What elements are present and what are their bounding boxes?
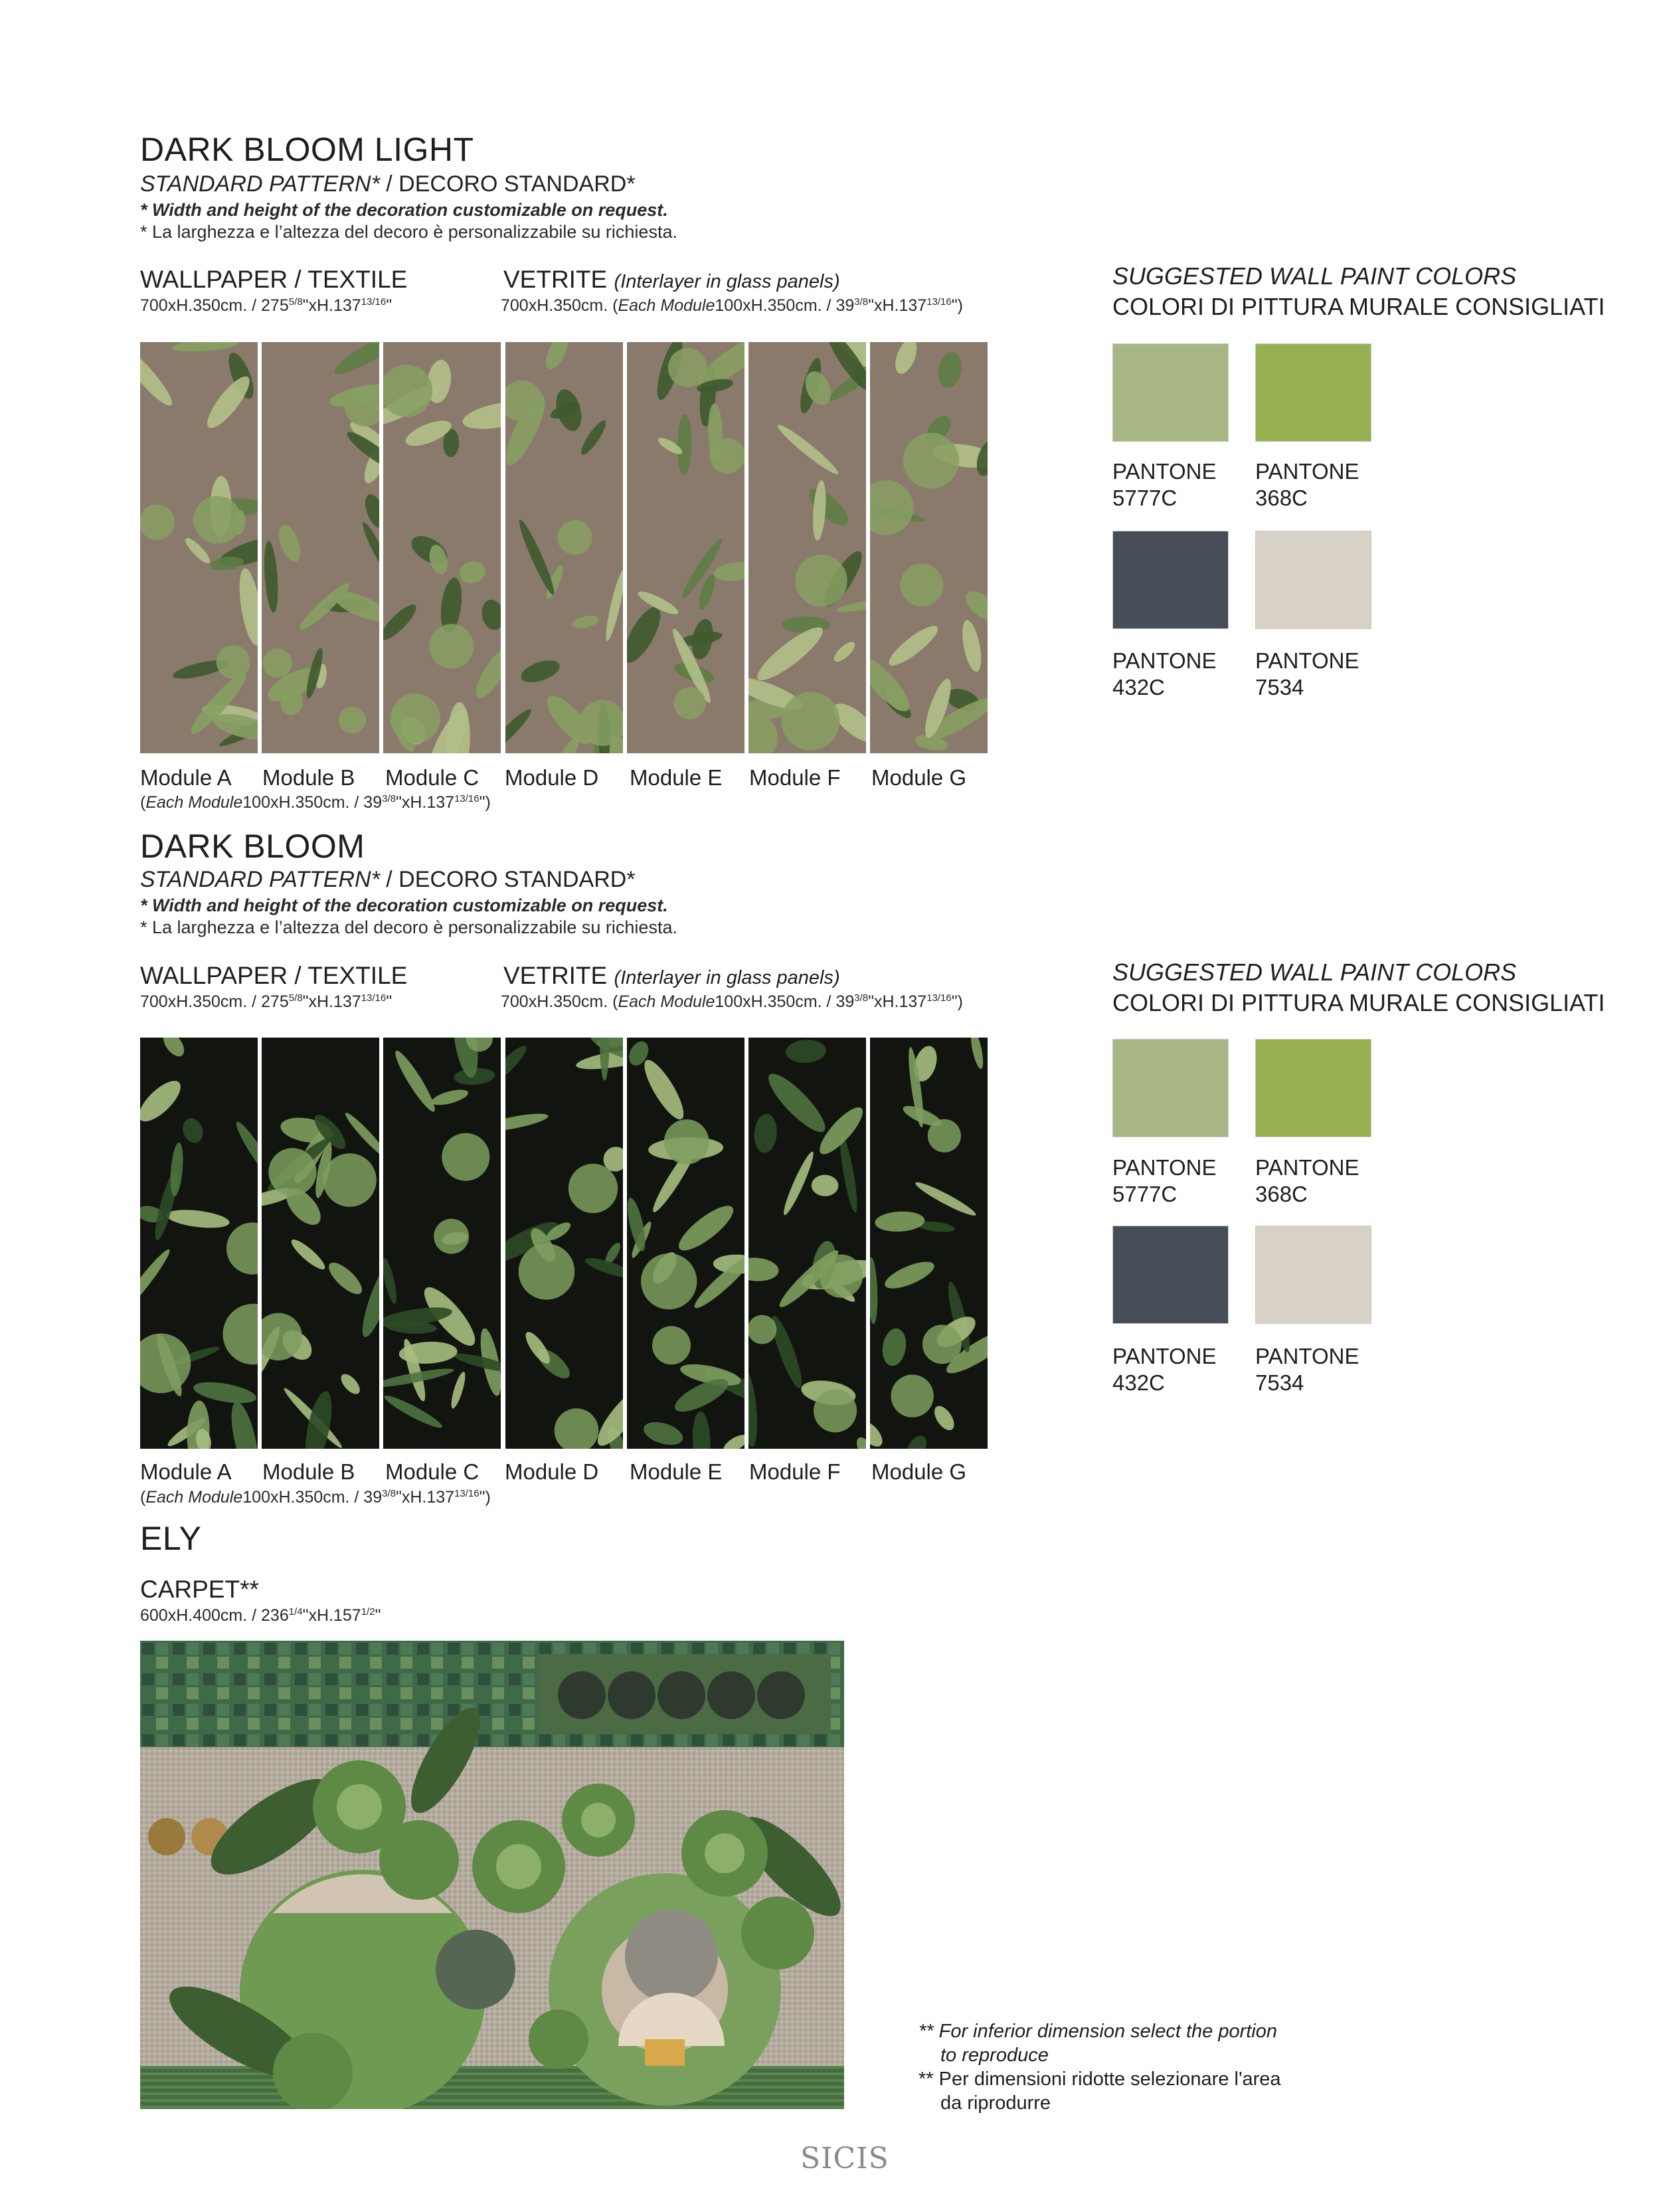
module-label-c: Module C [385, 765, 480, 790]
module-label-f: Module F [749, 765, 841, 790]
footnote-it-line1: ** Per dimensioni ridotte selezionare l'area [918, 2069, 1281, 2090]
footnote-en-line2: to reproduce [940, 2045, 1049, 2066]
module-label-a: Module A [140, 765, 232, 790]
module-label-g: Module G [871, 765, 967, 790]
module-label-g: Module G [871, 1459, 967, 1484]
swatch-label: PANTONE 5777C [1112, 459, 1217, 510]
note-it: * La larghezza e l’altezza del decoro è personalizzabile su richiesta. [140, 222, 677, 242]
swatch-pantone-432c [1112, 1226, 1229, 1324]
swatch-label: PANTONE 432C [1112, 1344, 1217, 1395]
module-label-f: Module F [749, 1459, 841, 1484]
module-dimensions: (Each Module100xH.350cm. / $39^{3/8}"xH.137^{13/16}$") [140, 1488, 491, 1507]
suggested-colors-heading-it: COLORI DI PITTURA MURALE CONSIGLIATI [1112, 989, 1605, 1016]
wallpaper-module-b [262, 342, 379, 753]
suggested-colors-heading: SUGGESTED WALL PAINT COLORS [1112, 262, 1517, 290]
wallpaper-module-g [870, 1038, 988, 1449]
wallpaper-module-c [383, 342, 501, 753]
swatch-label: PANTONE 7534 [1255, 648, 1359, 699]
section-title: ELY [140, 1520, 202, 1557]
wallpaper-module-a [140, 1038, 258, 1449]
wallpaper-module-d [505, 342, 623, 753]
footnote-en-line1: ** For inferior dimension select the portion [918, 2021, 1277, 2042]
wallpaper-module-e [627, 1038, 744, 1449]
swatch-label: PANTONE 368C [1255, 459, 1359, 510]
module-dimensions: (Each Module100xH.350cm. / $39^{3/8}"xH.137^{13/16}$") [140, 793, 491, 812]
vetrite-heading: VETRITE (Interlayer in glass panels) [503, 266, 840, 293]
section-title: DARK BLOOM [140, 828, 365, 865]
module-label-b: Module B [262, 1459, 355, 1484]
wallpaper-panels [140, 1038, 988, 1449]
vetrite-dimensions: 700xH.350cm. (Each Module100xH.350cm. / $39^{3/8}"xH.137^{13/16}$") [501, 992, 963, 1011]
note-en: * Width and height of the decoration customizable on request. [140, 200, 668, 220]
wallpaper-dimensions: 700xH.350cm. / $275^{5/8}"xH.137^{13/16}$" [140, 992, 393, 1011]
wallpaper-dimensions: 700xH.350cm. / $275^{5/8}"xH.137^{13/16}$" [140, 296, 393, 315]
module-label-c: Module C [385, 1459, 480, 1484]
swatch-label: PANTONE 5777C [1112, 1155, 1217, 1206]
wallpaper-module-d [505, 1038, 623, 1449]
module-label-e: Module E [630, 1459, 723, 1484]
vetrite-dimensions: 700xH.350cm. (Each Module100xH.350cm. / $39^{3/8}"xH.137^{13/16}$") [501, 296, 963, 315]
swatch-pantone-5777c [1112, 1039, 1229, 1137]
carpet-dimensions: 600xH.400cm. / $236^{1/4}"xH.157^{1/2}$" [140, 1606, 381, 1625]
wallpaper-module-a [140, 342, 258, 753]
note-en: * Width and height of the decoration customizable on request. [140, 895, 668, 915]
pattern-label: STANDARD PATTERN* / DECORO STANDARD* [140, 867, 636, 892]
swatch-pantone-5777c [1112, 343, 1229, 442]
carpet-image [140, 1641, 844, 2109]
section-title: DARK BLOOM LIGHT [140, 131, 474, 168]
wallpaper-heading: WALLPAPER / TEXTILE [140, 962, 408, 989]
note-it: * La larghezza e l’altezza del decoro è personalizzabile su richiesta. [140, 917, 677, 937]
swatch-pantone-7534 [1255, 531, 1371, 629]
wallpaper-panels [140, 342, 988, 753]
swatch-pantone-368c [1255, 1039, 1371, 1137]
swatch-label: PANTONE 432C [1112, 648, 1217, 699]
module-label-d: Module D [505, 1459, 599, 1484]
footnote-it-line2: da riprodurre [940, 2092, 1051, 2114]
swatch-label: PANTONE 7534 [1255, 1344, 1359, 1395]
swatch-pantone-432c [1112, 531, 1229, 629]
swatch-label: PANTONE 368C [1255, 1155, 1359, 1206]
sicis-logo: SICIS [800, 2142, 889, 2175]
wallpaper-heading: WALLPAPER / TEXTILE [140, 266, 408, 293]
wallpaper-module-f [748, 1038, 866, 1449]
swatch-pantone-368c [1255, 343, 1371, 442]
suggested-colors-heading: SUGGESTED WALL PAINT COLORS [1112, 959, 1517, 986]
module-label-a: Module A [140, 1459, 232, 1484]
pattern-label: STANDARD PATTERN* / DECORO STANDARD* [140, 171, 636, 197]
wallpaper-module-e [627, 342, 744, 753]
wallpaper-module-c [383, 1038, 501, 1449]
module-label-b: Module B [262, 765, 355, 790]
suggested-colors-heading-it: COLORI DI PITTURA MURALE CONSIGLIATI [1112, 293, 1605, 320]
wallpaper-module-g [870, 342, 988, 753]
vetrite-heading: VETRITE (Interlayer in glass panels) [503, 962, 840, 989]
wallpaper-module-b [262, 1038, 379, 1449]
module-label-d: Module D [505, 765, 599, 790]
swatch-pantone-7534 [1255, 1226, 1371, 1324]
module-label-e: Module E [630, 765, 723, 790]
wallpaper-module-f [748, 342, 866, 753]
carpet-heading: CARPET** [140, 1576, 259, 1603]
